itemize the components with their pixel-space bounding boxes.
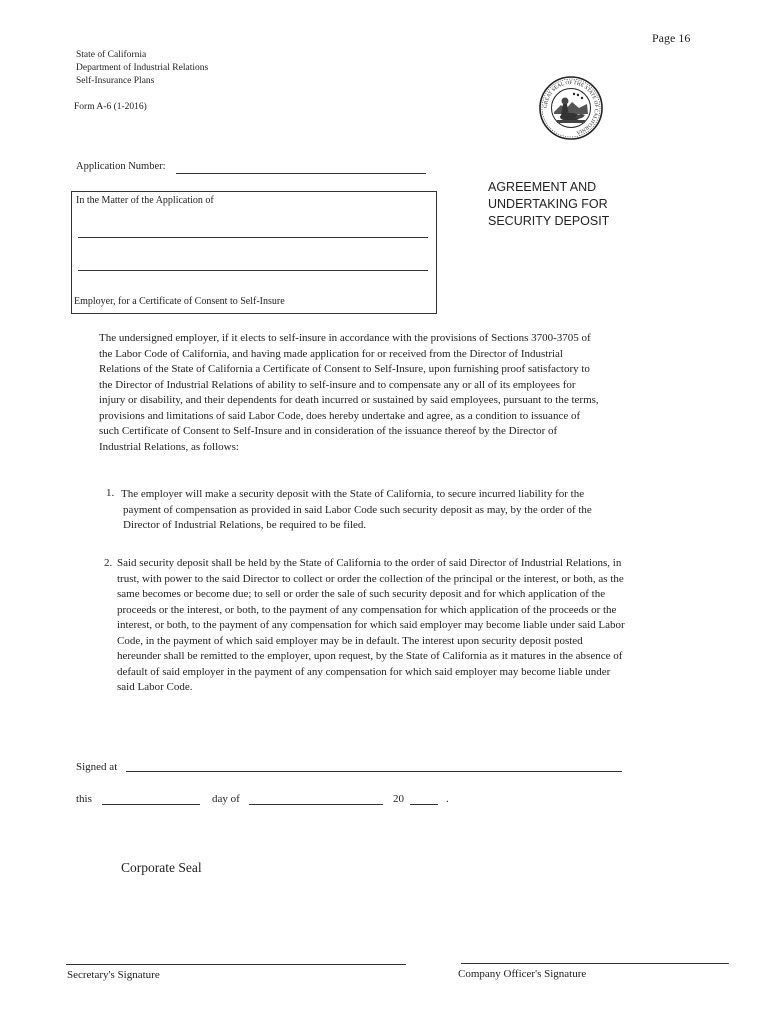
item-1-line: payment of compensation as provided in said Labor Code such security deposit as may, by the order of the [123,503,592,516]
intro-line: the Labor Code of California, and having made application for or received from the Director of Industrial [99,347,563,360]
item-1-line: Director of Industrial Relations, be required to be filed. [123,519,367,531]
form-number: Form A-6 (1-2016) [74,102,147,112]
item-2-line: interest, or both, to the payment of any compensation for which said employer may become liable under said Labor [117,619,625,631]
item-2-line: Code, in the payment of which said employer may be in default. The interest upon security deposit posted [117,634,583,647]
intro-paragraph [99,331,599,455]
state-seal-icon [539,76,603,140]
intro-line: the Director of Industrial Relations of ability to self-insure and to compensate any or all of its employees for [99,378,576,391]
item-2-line: proceeds or the interest, or both, to the payment of any compensation for which application of the proceeds or the [117,603,617,616]
matter-box [71,191,437,314]
intro-line: Relations of the State of California a Certificate of Consent to Self-Insure, upon furnishing proof satisfactory to [99,363,590,375]
seal-text: GREAT SEAL OF THE STATE OF CALIFORNIA [542,79,600,136]
day-of-label: day of [212,793,240,805]
item-2-number: 2. [104,557,113,569]
corporate-seal-label: Corporate Seal [121,860,202,875]
intro-line: Industrial Relations, as follows: [99,440,239,453]
page-number: Page 16 [652,31,691,45]
application-number-field[interactable] [176,160,426,174]
title-line-2: UNDERTAKING FOR [488,197,608,211]
item-1-number: 1. [106,487,115,499]
year-prefix: 20 [393,793,404,805]
secretary-signature-field[interactable] [66,950,406,965]
title-line-1: AGREEMENT AND [488,180,597,194]
date-period: . [446,793,449,805]
intro-line: The undersigned employer, if it elects to self-insure in accordance with the provisions of Sections 3700-3705 of [99,332,591,344]
header-department: Department of Industrial Relations [76,63,209,73]
intro-line: injury or disability, and their dependents for death incurred or sustained by said employees, pursuant to the terms, [99,394,599,406]
application-number-label: Application Number: [76,161,166,172]
signed-at-label: Signed at [76,761,118,773]
item-2-line: said Labor Code. [117,681,193,693]
header-division: Self-Insurance Plans [76,76,155,86]
officer-signature-label: Company Officer's Signature [458,968,587,980]
item-2 [117,556,625,696]
signed-at-field[interactable] [126,757,622,772]
intro-line: provisions and limitations of said Labor Code, does hereby undertake and agree, as a condition to issuance of [99,409,581,422]
applicant-name-field-2[interactable] [78,258,428,271]
header-block [76,49,208,88]
matter-heading: In the Matter of the Application of [76,195,214,206]
item-1-line: The employer will make a security deposit with the State of California, to secure incurred liability for the [121,488,585,500]
item-2-line: hereunder shall be remitted to the employer, upon request, by the State of California as it matures in the absence of [117,650,623,662]
item-2-line: same becomes or become due; to sell or order the sale of such security deposit and for which application of the [117,588,606,600]
title-line-3: SECURITY DEPOSIT [488,214,610,228]
item-1 [121,487,592,534]
header-state: State of California [76,50,147,60]
item-2-line: trust, with power to the said Director to collect or order the collection of the principal or the interest, or both, as the [117,572,624,585]
month-field[interactable] [249,791,383,805]
item-2-line: default of said employer in the payment of any compensation for which said employer may become liable under [117,665,611,678]
applicant-name-field-1[interactable] [78,225,428,238]
this-label: this [76,793,92,805]
year-field[interactable] [410,791,438,805]
intro-line: such Certificate of Consent to Self-Insure and in consideration of the issuance thereof by the Director of [99,425,558,437]
secretary-signature-label: Secretary's Signature [67,969,160,981]
officer-signature-field[interactable] [461,949,729,964]
document-title [488,179,609,230]
item-2-line: Said security deposit shall be held by the State of California to the order of said Director of Industrial Relations, in [117,557,622,569]
matter-footer: Employer, for a Certificate of Consent to Self-Insure [74,296,285,307]
day-number-field[interactable] [102,791,200,805]
